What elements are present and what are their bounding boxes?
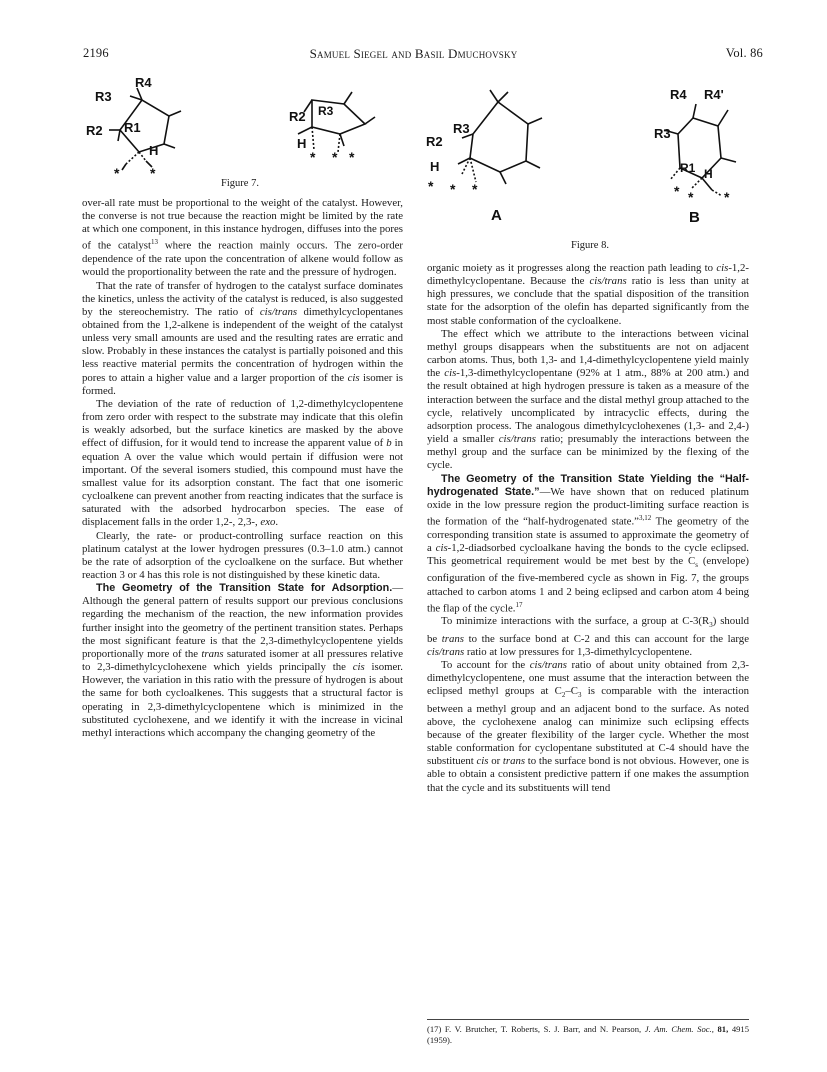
r4-label: R4 (670, 87, 687, 102)
figure-8-structure-a (458, 90, 542, 184)
paragraph: over-all rate must be proportional to the weight of the catalyst. However, the converse is not true because the reaction might be limited by the rate at which one component, in this instance hydrogen, diffuses into the pores of the catalyst$^{13}$ where the reaction mainly occurs. The zero-order dependence of the rate upon the concentration of alkene would follow as would the proportionality between the rate and the pressure of hydrogen. (82, 197, 404, 279)
figure-7-structures (82, 72, 412, 182)
figure-8-label-b: B (689, 209, 700, 226)
figure-7-caption: Figure 7. (221, 178, 259, 189)
figure-7-structure-b (298, 92, 375, 152)
running-head-authors: Samuel Siegel and Basil Dmuchovsky (309, 46, 518, 61)
section-heading: The Geometry of the Transition State for Adsorption. (96, 582, 393, 595)
figure-8-caption: Figure 8. (571, 240, 609, 251)
r2-label: R2 (426, 134, 443, 149)
r3-label: R3 (654, 126, 671, 141)
surface-atom-icon: * (114, 165, 120, 181)
surface-atom-icon: * (674, 183, 680, 199)
r4-label: R4 (135, 75, 152, 90)
paragraph: The effect which we attribute to the interactions between vicinal methyl groups disappears when the substituents are not on adjacent carbon atoms. Thus, both 1,3- and 1,4-dimethylcyclopentene yield mainly the cis-1,3-dimethylcyclopentane (92% at 1 atm., 88% at 200 atm.) and the result obtained at high hydrogen pressure is taken as a measure of the interaction between the surface and the distal methyl group attached to the cycle, relatively uncomplicated by intracyclic effects, during the adsorption process. The analogous dimethylcyclohexenes (1,3- and 2,4-) yield a smaller cis/trans ratio; presumably the interactions between the methyl group and the surface can be minimized by the flexing of the cycle. (427, 327, 750, 472)
r4-prime-label: R4' (704, 87, 724, 102)
paragraph: Clearly, the rate- or product-controlling surface reaction on this platinum catalyst at the lower hydrogen pressures (0.3–1.0 atm.) cannot be the rate of adsorption of the cycloalkene on the surface. But whether reaction 3 or 4 has this role is not distinguished by these kinetic data. (82, 529, 403, 581)
surface-atom-icon: * (450, 181, 456, 197)
surface-atom-icon: * (310, 149, 316, 165)
paragraph: To account for the cis/trans ratio of about unity obtained from 2,3-dimethylcyclopentene, one must assume that the interaction between the eclipsed methyl groups at $C_2-C_3$ is comparable with the interaction between a methyl group and an adjacent bond to the surface. As noted above, the cyclohexene analog can minimize such eclipsing effects because of the greater flexibility of the larger cycle. Whether the most stable conformation for cyclopentane substituted at C-4 should have the substituent cis or trans to the surface bond is not obvious. However, one is able to obtain a consistent predictive pattern if one makes the assumption that the cycle and its substituents will tend (427, 659, 749, 794)
figure-7-structure-b-labels (289, 104, 355, 165)
left-column (82, 197, 403, 740)
surface-atom-icon: * (688, 189, 694, 205)
paragraph: organic moiety as it progresses along the reaction path leading to cis-1,2-dimethylcyclopentane. Because the cis/trans ratio is less than unity at high pressures, we conclude that the spatial disposition of the transition state for the adsorption of the olefin has departed significantly from the most stable conformation of the cycloalkene. (427, 262, 750, 327)
h-label: H (704, 167, 713, 181)
figure-8-structure-b-labels (654, 87, 730, 226)
footnote-separator (427, 1019, 749, 1020)
r1-label: R1 (124, 120, 141, 135)
paragraph: The Geometry of the Transition State Yielding the “Half-hydrogenated State.”—We have shown that on reduced platinum oxide in the low pressure region the product-limiting surface reaction is the formation of the “half-hydrogenated state.”$^{3,12}$ The geometry of the corresponding transition state is assumed to approximate the geometry of a cis-1,2-diadsorbed cycloalkane having the bonds to the cycle eclipsed. This geometrical requirement would be met best by the $C_s$ (envelope) configuration of the five-membered cycle as shown in Fig. 7, the groups attached to carbon atoms 1 and 2 being eclipsed and carbon atom 4 being the flap of the cycle.$^{17}$ (427, 472, 749, 615)
surface-atom-icon: * (332, 149, 338, 165)
surface-atom-icon: * (472, 181, 478, 197)
running-head-volume: Vol. 86 (725, 46, 763, 60)
page-number: 2196 (83, 46, 109, 60)
surface-atom-icon: * (724, 189, 730, 205)
paragraph: The deviation of the rate of reduction of 1,2-dimethylcyclopentene from zero order with respect to the substrate may indicate that this olefin is weakly adsorbed, but the surface kinetics are masked by the above effect of diffusion, for it would tend to increase the apparent value of b in equation A over the value which would pertain if diffusion were not important. Of the several isomers studied, this compound must have the smallest value for its adsorption constant. The fact that one isomeric cycloalkene can prevent another from reacting indicates that the surface is saturated with the adsorbed hydrocarbon species. The ease of displacement falls in the order 1,2-, 2,3-, exo. (82, 397, 403, 529)
surface-atom-icon: * (349, 149, 355, 165)
figure-8-label-a: A (491, 207, 502, 224)
h-label: H (149, 143, 159, 158)
paragraph: To minimize interactions with the surface, a group at $C-3(R_3)$ should be trans to the surface bond at C-2 and this can account for the large cis/trans ratio at low pressures for 1,3-dimethylcyclopentene. (427, 615, 749, 658)
r3-label: R3 (453, 121, 470, 136)
figure-7-structure-a (109, 88, 181, 170)
h-label: H (430, 159, 440, 174)
r1-label: R1 (680, 161, 696, 175)
surface-atom-icon: * (150, 165, 156, 181)
figure-8-structures (418, 76, 758, 226)
surface-atom-icon: * (428, 178, 434, 194)
paragraph: The Geometry of the Transition State for Adsorption.—Although the general pattern of results support our previous conclusions regarding the mechanism of the reaction, the new information provides further insight into the geometry of the pertinent transition states. Perhaps the most significant feature is that the 2,3-dimethylcyclopentene yields proportionally more of the trans saturated isomer at all pressures relative to 2,3-dimethylcyclohexene which yields principally the cis isomer. However, the variation in this ratio with the pressure of hydrogen is about the same for both cycloalkenes. This suggests that a structural factor is operating in 2,3-dimethylcyclopentene which is minimized in the substituted cyclohexene, and we identify it with the increase in vicinal methyl interactions which accompany the changing geometry of the (82, 582, 403, 739)
section-heading: The Geometry of the Transition State Yielding the “Half-hydrogenated State.” (427, 472, 749, 498)
paragraph: That the rate of transfer of hydrogen to the catalyst surface dominates the kinetics, unless the activity of the catalyst is reduced, is also suggested by the stereochemistry. The ratio of cis/trans dimethylcyclopentanes obtained from the 1,2-alkene is independent of the weight of the catalyst unless very small amounts are used and the resulting rates are erratic and slow. Probably in these instances the catalyst is partially poisoned and this less reactive material permits the concentration of hydrogen within the pores to attain a higher value and a larger proportion of the cis isomer is formed. (82, 279, 403, 397)
r2-label: R2 (289, 109, 306, 124)
r3-label: R3 (318, 104, 334, 118)
footnote: (17) F. V. Brutcher, T. Roberts, S. J. Barr, and N. Pearson, J. Am. Chem. Soc., 81, 4915 (1959). (427, 1024, 750, 1045)
h-label: H (297, 136, 307, 151)
right-column (427, 262, 749, 795)
r2-label: R2 (86, 123, 103, 138)
r3-label: R3 (95, 89, 112, 104)
